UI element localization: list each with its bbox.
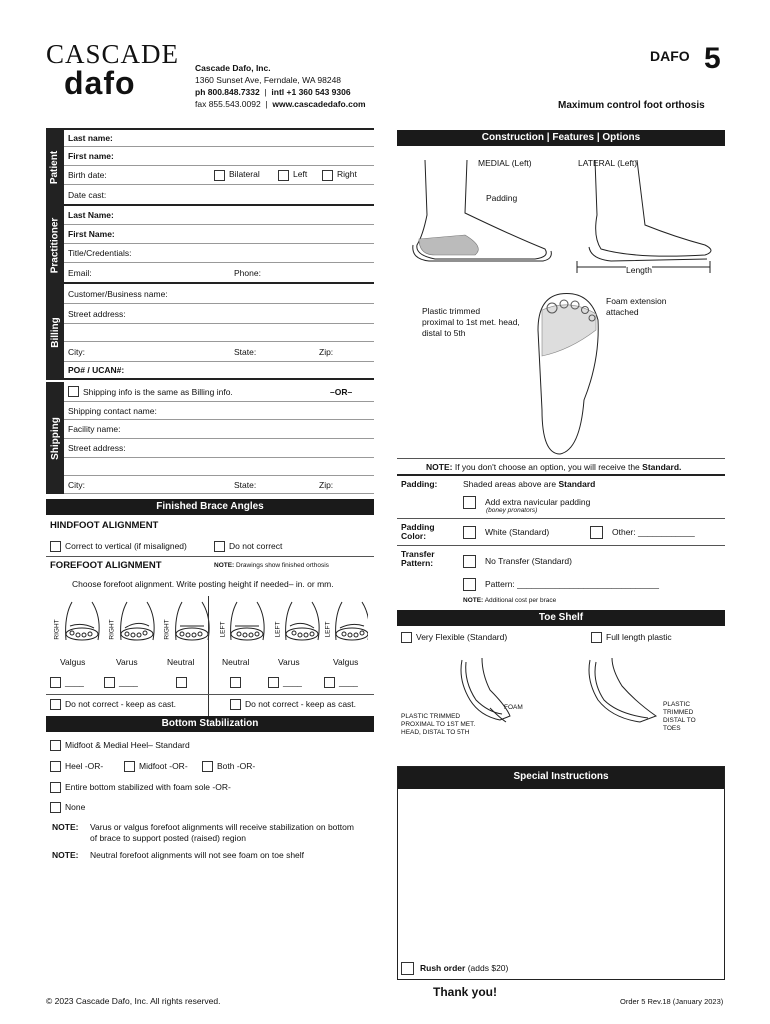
construction-note: NOTE: If you don't choose an option, you will receive the Standard. — [426, 462, 682, 472]
left-label-2: LEFT — [274, 621, 282, 638]
entire-option[interactable]: Entire bottom stabilized with foam sole -OR- — [50, 782, 231, 793]
rush-order-option[interactable]: Rush order (adds $20) — [401, 962, 508, 975]
patient-first-name[interactable]: First name: — [64, 147, 374, 166]
angles-header: Finished Brace Angles — [46, 499, 374, 515]
pract-title[interactable]: Title/Credentials: — [64, 244, 374, 263]
left-checkbox[interactable] — [278, 170, 289, 181]
foot-side-drawings — [405, 155, 725, 275]
billing-city[interactable]: City: State: Zip: — [64, 342, 374, 362]
full-length-option[interactable]: Full length plastic — [591, 632, 672, 643]
neutral-left-option[interactable] — [230, 677, 245, 688]
pt-2: PROXIMAL TO 1ST MET. — [401, 721, 476, 728]
shipping-street[interactable]: Street address: — [64, 439, 374, 458]
none-option[interactable]: None — [50, 802, 85, 813]
pract-phone[interactable]: Phone: — [234, 267, 261, 278]
foam-attached-label: attached — [606, 307, 639, 317]
color-label: Color: — [401, 531, 427, 541]
both-option[interactable]: Both -OR- — [202, 761, 255, 772]
foam-ext-label: Foam extension — [606, 296, 667, 306]
divider — [208, 596, 209, 716]
add-navicular-option[interactable]: Add extra navicular padding — [463, 496, 590, 509]
pt-1: PLASTIC TRIMMED — [401, 713, 461, 720]
keep-left-option[interactable]: Do not correct - keep as cast. — [230, 699, 356, 710]
birth-date[interactable]: Birth date: Bilateral Left Right — [64, 166, 374, 185]
bottom-note-1b: of brace to support posted (raised) region — [90, 833, 246, 843]
padding-option-label: Padding: — [401, 479, 438, 489]
additional-cost-note: NOTE: Additional cost per brace — [463, 597, 557, 604]
not-correct-option[interactable]: Do not correct — [214, 541, 282, 552]
practitioner-section: Practitioner — [46, 206, 64, 284]
product-number: 5 — [704, 42, 721, 75]
forefoot-label: FOREFOOT ALIGNMENT — [50, 560, 162, 571]
choose-text: Choose forefoot alignment. Write posting height if needed– in. or mm. — [72, 579, 334, 589]
product-name: DAFO — [650, 48, 690, 64]
valgus-left-option[interactable]: ____ — [324, 677, 358, 688]
construction-header: Construction | Features | Options — [397, 130, 725, 146]
padding-label: Padding — [486, 193, 518, 203]
varus-right: Varus — [116, 657, 138, 667]
foam-label: FOAM — [504, 704, 523, 711]
boney-label: (boney pronators) — [486, 507, 538, 514]
phone: ph 800.848.7332 — [195, 87, 260, 97]
valgus-left: Valgus — [333, 657, 359, 667]
plastic-3: distal to 5th — [422, 328, 466, 338]
left-label-3: LEFT — [324, 621, 332, 638]
keep-right-option[interactable]: Do not correct - keep as cast. — [50, 699, 176, 710]
plastic-2: proximal to 1st met. head, — [422, 317, 520, 327]
pract-email[interactable]: Email: Phone: — [64, 263, 374, 284]
p-1: PLASTIC — [663, 701, 691, 708]
fax: fax 855.543.0092 — [195, 99, 261, 109]
shipping-same[interactable]: Shipping info is the same as Billing info. –OR– — [64, 382, 374, 402]
left-label-1: LEFT — [219, 621, 227, 638]
varus-left-option[interactable]: ____ — [268, 677, 302, 688]
shipping-city[interactable]: City: State: Zip: — [64, 476, 374, 494]
midfoot-medial-option[interactable]: Midfoot & Medial Heel– Standard — [50, 740, 190, 751]
billing-street-2[interactable] — [64, 324, 374, 342]
other-color-option[interactable]: Other: ____________ — [590, 526, 695, 539]
right-label-2: RIGHT — [108, 619, 116, 640]
neutral-right-option[interactable] — [176, 677, 191, 688]
neutral-left: Neutral — [222, 657, 250, 667]
heel-option[interactable]: Heel -OR- — [50, 761, 103, 772]
company-name: Cascade Dafo, Inc. — [195, 63, 271, 73]
pract-last-name[interactable]: Last Name: — [64, 206, 374, 225]
white-option[interactable]: White (Standard) — [463, 526, 549, 539]
shipping-facility[interactable]: Facility name: — [64, 420, 374, 439]
bottom-header: Bottom Stabilization — [46, 716, 374, 732]
correct-option[interactable]: Correct to vertical (if misaligned) — [50, 541, 187, 552]
bottom-note-2-label: NOTE: — [52, 850, 79, 860]
p-4: TOES — [663, 725, 681, 732]
shipping-section: Shipping — [46, 382, 64, 494]
pattern-label: Pattern: — [401, 558, 434, 568]
medial-label: MEDIAL (Left) — [478, 158, 532, 168]
midfoot-option[interactable]: Midfoot -OR- — [124, 761, 188, 772]
bilateral-checkbox[interactable] — [214, 170, 225, 181]
billing-customer[interactable]: Customer/Business name: — [64, 284, 374, 304]
shipping-street-2[interactable] — [64, 458, 374, 476]
neutral-right: Neutral — [167, 657, 195, 667]
no-transfer-option[interactable]: No Transfer (Standard) — [463, 555, 572, 568]
right-label-1: RIGHT — [53, 619, 61, 640]
date-cast[interactable]: Date cast: — [64, 185, 374, 206]
lateral-label: LATERAL (Left) — [578, 158, 638, 168]
same-as-billing-checkbox[interactable] — [68, 386, 79, 397]
billing-po[interactable]: PO# / UCAN#: — [64, 362, 374, 380]
very-flexible-option[interactable]: Very Flexible (Standard) — [401, 632, 507, 643]
pattern-option[interactable]: Pattern: ______________________________ — [463, 578, 659, 591]
patient-section: Patient — [46, 128, 64, 206]
web: www.cascadedafo.com — [272, 99, 366, 109]
pract-first-name[interactable]: First Name: — [64, 225, 374, 244]
p-3: DISTAL TO — [663, 717, 696, 724]
intl: intl +1 360 543 9306 — [271, 87, 351, 97]
bottom-note-1: Varus or valgus forefoot alignments will receive stabilization on bottom — [90, 822, 354, 832]
special-instructions-box[interactable] — [397, 766, 725, 980]
copyright: © 2023 Cascade Dafo, Inc. All rights reserved. — [46, 996, 221, 1006]
right-checkbox[interactable] — [322, 170, 333, 181]
pad-color-label: Padding — [401, 522, 435, 532]
billing-section: Billing — [46, 284, 64, 380]
p-2: TRIMMED — [663, 709, 694, 716]
shipping-contact[interactable]: Shipping contact name: — [64, 402, 374, 420]
varus-right-option[interactable]: ____ — [104, 677, 138, 688]
address: 1360 Sunset Ave, Ferndale, WA 98248 — [195, 75, 342, 85]
bottom-note-2: Neutral forefoot alignments will not see foam on toe shelf — [90, 850, 305, 860]
bottom-note-1-label: NOTE: — [52, 822, 79, 832]
hindfoot-label: HINDFOOT ALIGNMENT — [50, 520, 159, 531]
logo-top: CASCADE — [46, 39, 180, 69]
patient-last-name[interactable]: Last name: — [64, 128, 374, 147]
subtitle: Maximum control foot orthosis — [558, 100, 705, 111]
valgus-right-option[interactable]: ____ — [50, 677, 84, 688]
shaded-note: Shaded areas above are Standard — [463, 479, 596, 489]
thank-you: Thank you! — [433, 985, 498, 999]
special-header: Special Instructions — [398, 767, 724, 789]
order-rev: Order 5 Rev.18 (January 2023) — [620, 997, 724, 1006]
pt-3: HEAD, DISTAL TO 5TH — [401, 729, 470, 736]
valgus-right: Valgus — [60, 657, 86, 667]
transfer-label: Transfer — [401, 549, 435, 559]
toe-shelf-header: Toe Shelf — [397, 610, 725, 626]
billing-street[interactable]: Street address: — [64, 304, 374, 324]
length-label: Length — [626, 265, 652, 275]
plastic-1: Plastic trimmed — [422, 306, 481, 316]
company-address: Cascade Dafo, Inc. 1360 Sunset Ave, Ferndale, WA 98248 ph 800.848.7332 | intl +1 360 543 9306 fax 855.543.0092 | www.cascadedafo.com — [195, 63, 366, 109]
varus-left: Varus — [278, 657, 300, 667]
logo-bottom: dafo — [64, 65, 136, 101]
forefoot-note: NOTE: Drawings show finished orthosis — [214, 562, 329, 569]
foot-plantar-drawing — [530, 290, 610, 460]
right-label-3: RIGHT — [163, 619, 171, 640]
